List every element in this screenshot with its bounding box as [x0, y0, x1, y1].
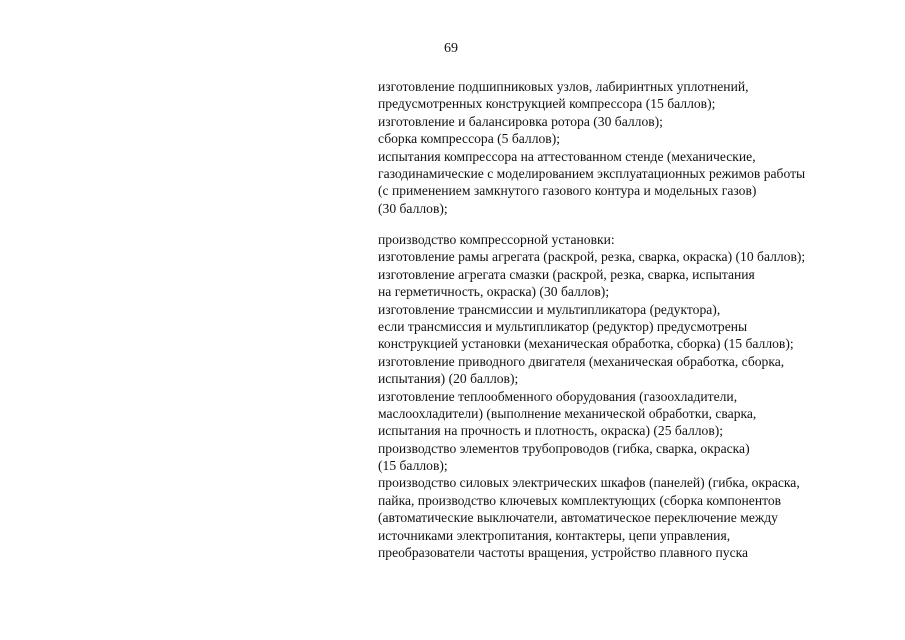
text-line: производство силовых электрических шкафов (панелей) (гибка, окраска, [378, 475, 800, 491]
text-block-compressor [378, 78, 898, 217]
text-line: изготовление приводного двигателя (механическая обработка, сборка, [378, 353, 785, 369]
text-line: источниками электропитания, контактеры, цепи управления, [378, 527, 731, 543]
text-line: испытания на прочность и плотность, окраска) (25 баллов); [378, 423, 724, 439]
text-line: предусмотренных конструкцией компрессора (15 баллов); [378, 96, 716, 112]
text-block-compressor-unit [378, 231, 898, 561]
text-line: изготовление и балансировка ротора (30 баллов); [378, 113, 663, 129]
text-line: (автоматические выключатели, автоматическое переключение между [378, 510, 778, 526]
text-line: преобразователи частоты вращения, устройство плавного пуска [378, 545, 749, 561]
text-line: (30 баллов); [378, 200, 448, 216]
text-line: изготовление подшипниковых узлов, лабиринтных уплотнений, [378, 79, 749, 94]
text-line: на герметичность, окраска) (30 баллов); [378, 284, 610, 300]
text-line: газодинамические с моделированием эксплуатационных режимов работы [378, 165, 806, 181]
text-line: (15 баллов); [378, 458, 448, 474]
text-line: испытания) (20 баллов); [378, 371, 519, 387]
page-number: 69 [444, 41, 458, 56]
text-line: испытания компрессора на аттестованном стенде (механические, [378, 148, 756, 164]
text-line: сборка компрессора (5 баллов); [378, 131, 561, 147]
text-line: изготовление рамы агрегата (раскрой, резка, сварка, окраска) (10 баллов); [378, 249, 806, 265]
text-line: производство компрессорной установки: [378, 232, 615, 247]
text-line: (с применением замкнутого газового контура и модельных газов) [378, 183, 757, 199]
text-line: пайка, производство ключевых комплектующих (сборка компонентов [378, 492, 782, 508]
text-line: изготовление трансмиссии и мультипликатора (редуктора), [378, 301, 721, 317]
text-line: изготовление агрегата смазки (раскрой, резка, сварка, испытания [378, 266, 755, 282]
text-line: изготовление теплообменного оборудования (газоохладители, [378, 388, 738, 404]
text-line: если трансмиссия и мультипликатор (редуктор) предусмотрены [378, 318, 748, 334]
text-line: производство элементов трубопроводов (гибка, сварка, окраска) [378, 440, 750, 456]
text-line: маслоохладители) (выполнение механической обработки, сварка, [378, 405, 757, 421]
text-line: конструкцией установки (механическая обработка, сборка) (15 баллов); [378, 336, 794, 352]
